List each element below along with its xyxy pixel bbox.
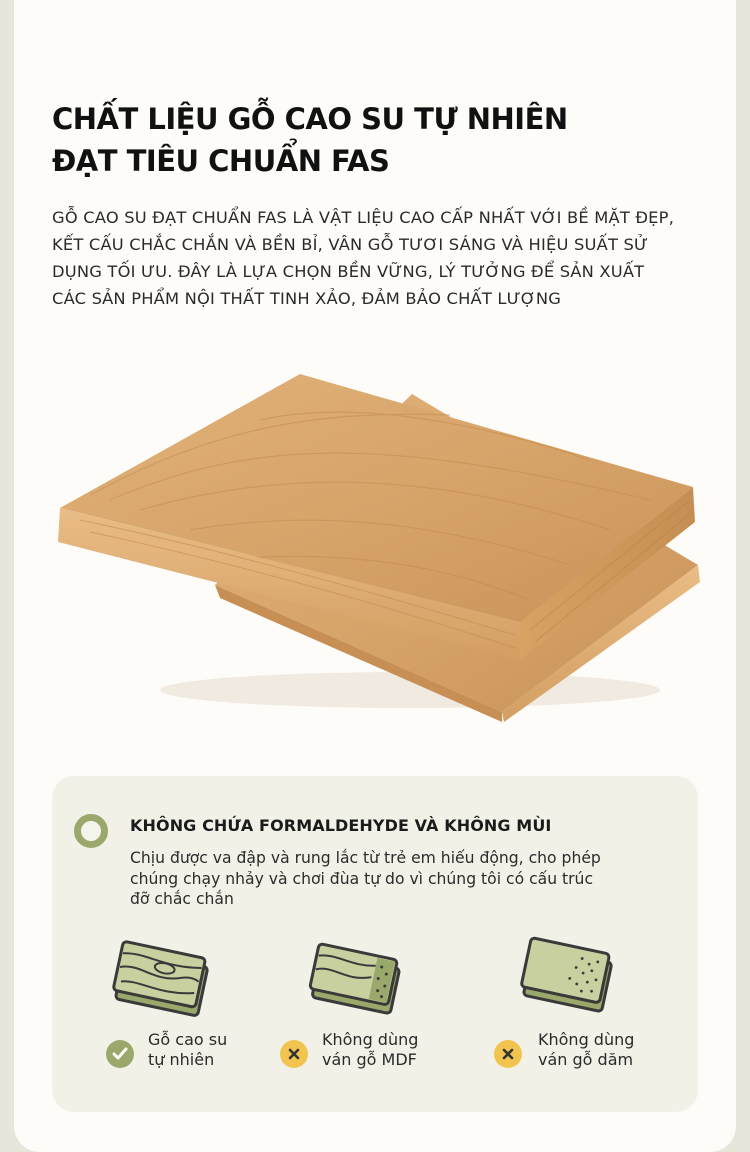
option-label-line: Không dùng bbox=[322, 1030, 419, 1049]
option-label-line: Không dùng bbox=[538, 1030, 635, 1049]
section-title bbox=[52, 98, 692, 182]
description-line: DỤNG TỐI ƯU. ĐÂY LÀ LỰA CHỌN BỀN VỮNG, LÝ TƯỞNG ĐỂ SẢN XUẤT bbox=[52, 262, 645, 281]
option-label-particle-board bbox=[538, 1030, 634, 1070]
option-label-mdf bbox=[322, 1030, 418, 1070]
feature-title: KHÔNG CHỨA FORMALDEHYDE VÀ KHÔNG MÙI bbox=[130, 816, 552, 835]
wood-boards-image bbox=[50, 360, 710, 730]
option-label-natural-wood bbox=[148, 1030, 227, 1070]
title-line-2: ĐẠT TIÊU CHUẨN FAS bbox=[52, 144, 390, 178]
natural-wood-board-icon bbox=[110, 938, 214, 1024]
option-label-line: Gỗ cao su bbox=[148, 1030, 228, 1049]
option-label-line: tự nhiên bbox=[148, 1050, 215, 1069]
feature-body-line: chúng chạy nhảy và chơi đùa tự do vì chúng tôi có cấu trúc bbox=[130, 869, 594, 888]
feature-body-line: đỡ chắc chắn bbox=[130, 890, 234, 908]
description-line: CÁC SẢN PHẨM NỘI THẤT TINH XẢO, ĐẢM BẢO CHẤT LƯỢNG bbox=[52, 289, 562, 308]
feature-body-line: Chịu được va đập và rung lắc từ trẻ em hiếu động, cho phép bbox=[130, 849, 601, 867]
title-line-1: CHẤT LIỆU GỖ CAO SU TỰ NHIÊN bbox=[52, 102, 568, 136]
feature-panel bbox=[52, 776, 698, 1112]
bullet-ring-icon bbox=[74, 814, 108, 848]
description bbox=[52, 204, 712, 312]
cross-icon bbox=[280, 1040, 308, 1068]
option-label-line: ván gỗ MDF bbox=[322, 1050, 417, 1069]
particle-board-icon bbox=[518, 934, 618, 1020]
description-line: GỖ CAO SU ĐẠT CHUẨN FAS LÀ VẬT LIỆU CAO CẤP NHẤT VỚI BỀ MẶT ĐẸP, bbox=[52, 208, 675, 227]
cross-icon bbox=[494, 1040, 522, 1068]
check-icon bbox=[106, 1040, 134, 1068]
description-line: KẾT CẤU CHẮC CHẮN VÀ BỀN BỈ, VÂN GỖ TƯƠI SÁNG VÀ HIỆU SUẤT SỬ bbox=[52, 235, 649, 254]
mdf-board-icon bbox=[306, 940, 406, 1024]
feature-body bbox=[130, 848, 670, 910]
option-label-line: ván gỗ dăm bbox=[538, 1050, 634, 1069]
